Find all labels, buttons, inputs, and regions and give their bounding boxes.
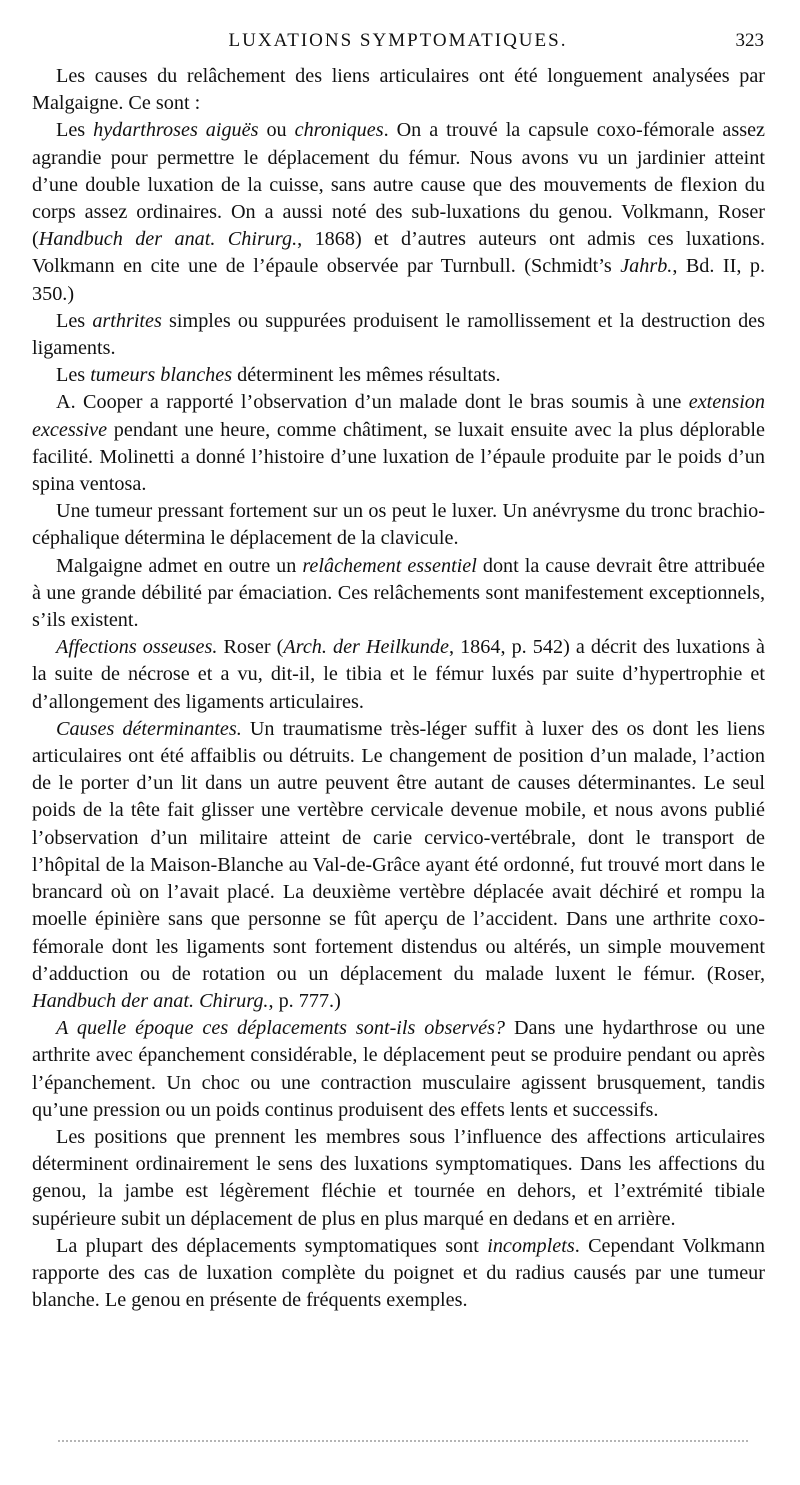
paragraph-1: Les causes du relâchement des liens articulaires ont été longuement analysées par Malgaigne. Ce sont : bbox=[32, 65, 765, 115]
paragraph-6: Une tumeur pressant fortement sur un os peut le luxer. Un anévrysme du tronc brachio-céphalique détermina le déplacement de la clavicule. bbox=[32, 500, 765, 550]
paragraph-7: Malgaigne admet en outre un relâchement essentiel dont la cause devrait être attribuée à une grande débilité par émaciation. Ces relâchements sont manifestement exceptionnels, s’ils existent. bbox=[32, 554, 765, 632]
footer-dotted-rule bbox=[58, 1440, 748, 1442]
paragraph-9: Causes déterminantes. Un traumatisme très-léger suffit à luxer des os dont les liens articulaires ont été affaiblis ou détruits. Le changement de position d’un malade, l’action de le porter d’un lit dans un autre peuvent être autant de causes déterminantes. Le seul poids de la tête fait glisser une vertèbre cervicale devenue mobile, et nous avons publié l’observation d’un militaire atteint de carie cervico-vertébrale, dont le transport de l’hôpital de la Maison-Blanche au Val-de-Grâce ayant été ordonné, fut trouvé mort dans le brancard où on l’avait placé. La deuxième vertèbre déplacée avait déchiré et rompu la moelle épinière sans que personne se fût aperçu de l’accident. Dans une arthrite coxo-fémorale dont les ligaments sont fortement distendus ou altérés, un simple mouvement d’adduction ou de rotation ou un déplacement du malade luxent le fémur. (Roser, Handbuch der anat. Chirurg., p. 777.) bbox=[32, 717, 765, 1012]
paragraph-4: Les tumeurs blanches déterminent les mêmes résultats. bbox=[56, 364, 501, 387]
paragraph-11: Les positions que prennent les membres sous l’influence des affections articulaires déterminent ordinairement le sens des luxations symptomatiques. Dans les affections du genou, la jambe est légèrement fléchie et tournée en dehors, et l’extrémité tibiale supérieure subit un déplacement de plus en plus marqué en dedans et en arrière. bbox=[32, 1125, 765, 1230]
paragraph-8: Affections osseuses. Roser (Arch. der Heilkunde, 1864, p. 542) a décrit des luxations à la suite de nécrose et a vu, dit-il, le tibia et le fémur luxés par suite d’hypertrophie et d’allongement des ligaments articulaires. bbox=[32, 636, 765, 713]
paragraph-3: Les arthrites simples ou suppurées produisent le ramollissement et la destruction des ligaments. bbox=[32, 309, 765, 360]
paragraph-12: La plupart des déplacements symptomatiques sont incomplets. Cependant Volkmann rapporte des cas de luxation complète du poignet et du radius causés par une tumeur blanche. Le genou en présente de fréquents exemples. bbox=[32, 1234, 765, 1312]
page-number: 323 bbox=[735, 30, 764, 51]
page-header bbox=[32, 30, 764, 56]
body-text bbox=[32, 63, 765, 1314]
paragraph-10: A quelle époque ces déplacements sont-ils observés? Dans une hydarthrose ou une arthrite avec épanchement considérable, le déplacement peut se produire pendant ou après l’épanchement. Un choc ou une contraction musculaire agissent brusquement, tandis qu’une pression ou un poids continus produisent des effets lents et successifs. bbox=[32, 1017, 765, 1121]
paragraph-2: Les hydarthroses aiguës ou chroniques. On a trouvé la capsule coxo-fémorale assez agrandie pour permettre le déplacement du fémur. Nous avons vu un jardinier atteint d’une double luxation de la cuisse, sans autre cause que des mouvements de flexion du corps assez ordinaires. On a aussi noté des sub-luxations du genou. Volkmann, Roser (Handbuch der anat. Chirurg., 1868) et d’autres auteurs ont admis ces luxations. Volkmann en cite une de l’épaule observée par Turnbull. (Schmidt’s Jahrb., Bd. II, p. 350.) bbox=[32, 119, 765, 305]
paragraph-5: A. Cooper a rapporté l’observation d’un malade dont le bras soumis à une extension excessive pendant une heure, comme châtiment, se luxait ensuite avec la plus déplorable facilité. Molinetti a donné l’histoire d’une luxation de l’épaule produite par le poids d’un spina ventosa. bbox=[32, 391, 765, 496]
running-title: LUXATIONS SYMPTOMATIQUES. bbox=[228, 30, 568, 51]
